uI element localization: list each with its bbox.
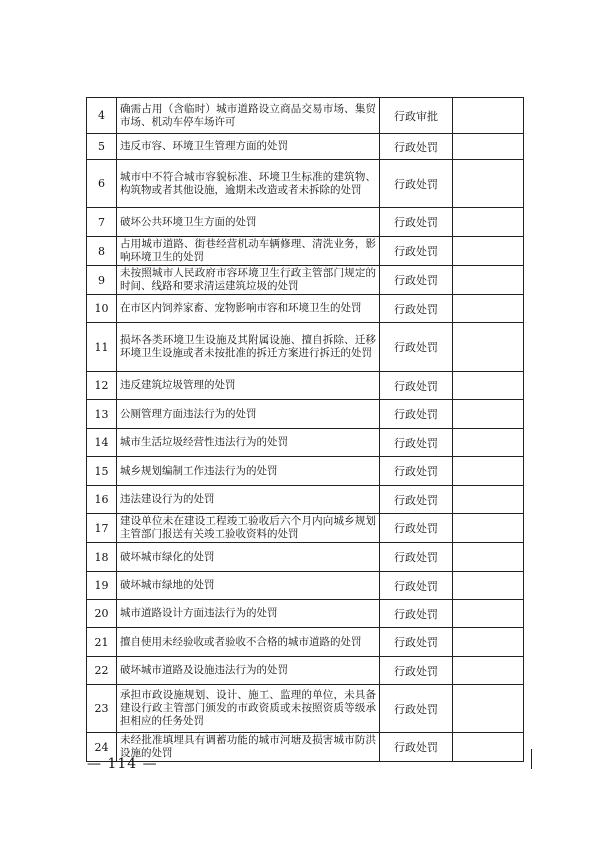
item-name: 建设单位未在建设工程竣工验收后六个月内向城乡规划主管部门报送有关竣工验收资料的处罚 [117,514,380,543]
item-type: 行政处罚 [380,657,453,685]
row-number: 8 [87,237,117,266]
table-row [87,134,524,160]
item-type: 行政审批 [380,98,453,134]
table-row [87,543,524,572]
row-number: 7 [87,208,117,237]
table-row [87,208,524,237]
blank-cell [453,543,524,572]
item-name: 损坏各类环境卫生设施及其附属设施、擅自拆除、迁移环境卫生设施或者未按批准的拆迁方案进行拆迁的处罚 [117,323,380,372]
table-row [87,628,524,657]
item-name: 确需占用（含临时）城市道路设立商品交易市场、集贸市场、机动车停车场许可 [117,98,380,134]
row-number: 21 [87,628,117,657]
table-row [87,657,524,685]
item-name: 破坏公共环境卫生方面的处罚 [117,208,380,237]
item-type: 行政处罚 [380,266,453,295]
table-body [87,98,524,762]
row-number: 20 [87,600,117,628]
item-type: 行政处罚 [380,733,453,762]
item-name: 占用城市道路、街巷经营机动车辆修理、清洗业务，影响环境卫生的处罚 [117,237,380,266]
item-type: 行政处罚 [380,323,453,372]
table-row [87,98,524,134]
table-row [87,514,524,543]
blank-cell [453,160,524,208]
item-name: 破坏城市绿地的处罚 [117,572,380,600]
item-type: 行政处罚 [380,372,453,400]
item-name: 承担市政设施规划、设计、施工、监理的单位，未具备建设行政主管部门颁发的市政资质或未按照资质等级承担相应的任务处罚 [117,685,380,733]
table-row [87,400,524,429]
table-row [87,457,524,486]
table-row [87,572,524,600]
item-name: 未按照城市人民政府市容环境卫生行政主管部门规定的时间、线路和要求清运建筑垃圾的处罚 [117,266,380,295]
table-row [87,429,524,457]
row-number: 14 [87,429,117,457]
blank-cell [453,372,524,400]
authority-table [86,97,524,762]
table-row [87,685,524,733]
blank-cell [453,208,524,237]
row-number: 6 [87,160,117,208]
table-row [87,600,524,628]
item-type: 行政处罚 [380,237,453,266]
row-number: 23 [87,685,117,733]
item-type: 行政处罚 [380,134,453,160]
blank-cell [453,134,524,160]
table-row [87,266,524,295]
item-type: 行政处罚 [380,514,453,543]
item-type: 行政处罚 [380,543,453,572]
blank-cell [453,685,524,733]
blank-cell [453,657,524,685]
row-number: 12 [87,372,117,400]
row-number: 19 [87,572,117,600]
row-number: 24 [87,733,117,762]
table-row [87,295,524,323]
row-number: 13 [87,400,117,429]
table-row [87,372,524,400]
item-name: 城市道路设计方面违法行为的处罚 [117,600,380,628]
item-type: 行政处罚 [380,429,453,457]
table-row [87,160,524,208]
item-type: 行政处罚 [380,572,453,600]
item-name: 违反建筑垃圾管理的处罚 [117,372,380,400]
table-row [87,486,524,514]
blank-cell [453,429,524,457]
item-name: 在市区内饲养家畜、宠物影响市容和环境卫生的处罚 [117,295,380,323]
row-number: 16 [87,486,117,514]
blank-cell [453,400,524,429]
page-number: — 114 — [87,756,158,772]
item-name: 破坏城市道路及设施违法行为的处罚 [117,657,380,685]
item-type: 行政处罚 [380,295,453,323]
item-name: 城市生活垃圾经营性违法行为的处罚 [117,429,380,457]
item-name: 未经批准填埋具有调蓄功能的城市河塘及损害城市防洪设施的处罚 [117,733,380,762]
row-number: 9 [87,266,117,295]
blank-cell [453,733,524,762]
item-name: 城乡规划编制工作违法行为的处罚 [117,457,380,486]
blank-cell [453,514,524,543]
blank-cell [453,572,524,600]
blank-cell [453,98,524,134]
blank-cell [453,628,524,657]
blank-cell [453,486,524,514]
item-name: 破坏城市绿化的处罚 [117,543,380,572]
blank-cell [453,237,524,266]
item-type: 行政处罚 [380,160,453,208]
item-type: 行政处罚 [380,400,453,429]
item-name: 违法建设行为的处罚 [117,486,380,514]
row-number: 18 [87,543,117,572]
item-type: 行政处罚 [380,486,453,514]
item-name: 擅自使用未经验收或者验收不合格的城市道路的处罚 [117,628,380,657]
row-number: 4 [87,98,117,134]
item-type: 行政处罚 [380,685,453,733]
blank-cell [453,266,524,295]
item-name: 违反市容、环境卫生管理方面的处罚 [117,134,380,160]
table-row [87,237,524,266]
item-type: 行政处罚 [380,208,453,237]
row-number: 15 [87,457,117,486]
item-type: 行政处罚 [380,628,453,657]
blank-cell [453,600,524,628]
item-name: 公厕管理方面违法行为的处罚 [117,400,380,429]
blank-cell [453,295,524,323]
row-number: 11 [87,323,117,372]
row-number: 5 [87,134,117,160]
row-number: 10 [87,295,117,323]
margin-mark [531,749,532,769]
blank-cell [453,457,524,486]
blank-cell [453,323,524,372]
row-number: 22 [87,657,117,685]
item-type: 行政处罚 [380,457,453,486]
row-number: 17 [87,514,117,543]
item-type: 行政处罚 [380,600,453,628]
item-name: 城市中不符合城市容貌标准、环境卫生标准的建筑物、构筑物或者其他设施，逾期未改造或者未拆除的处罚 [117,160,380,208]
table-row [87,323,524,372]
